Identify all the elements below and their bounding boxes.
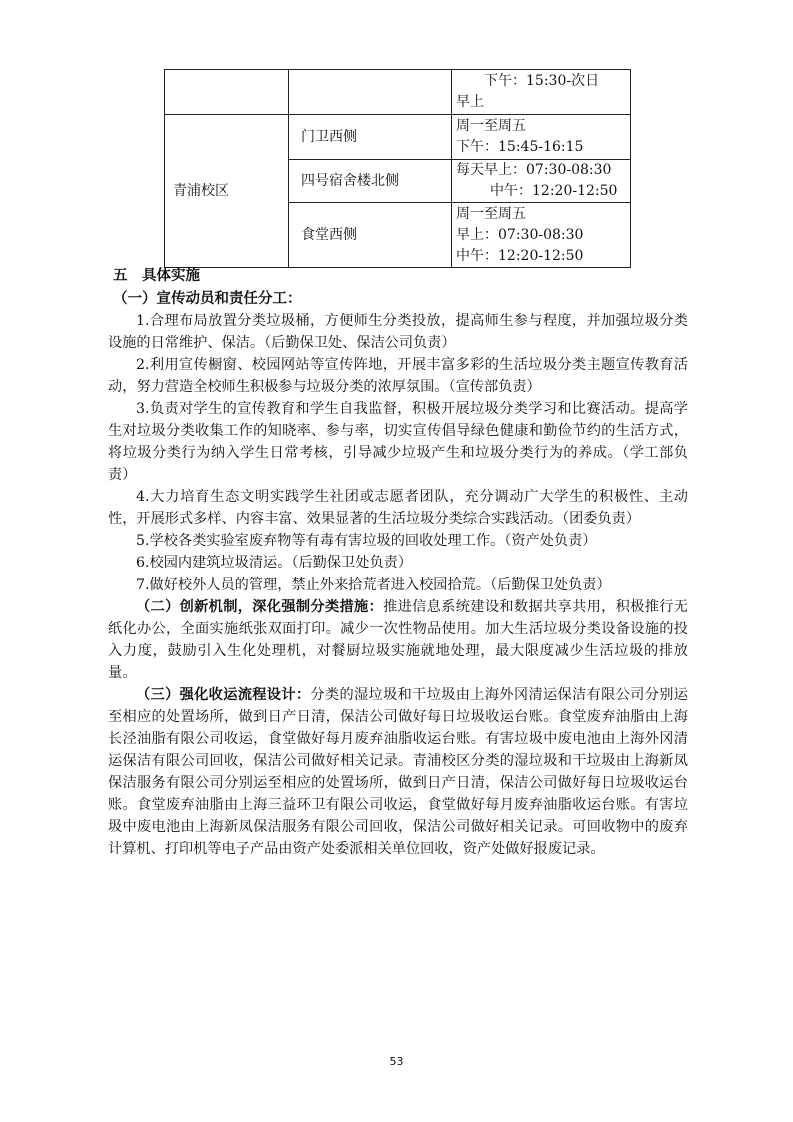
time-line: 下午：15:45-16:15 [456, 139, 584, 155]
collection-schedule-table [164, 69, 631, 268]
table-row [165, 70, 631, 115]
paragraph-body: 推进信息系统建设和数据共享共用，积极推行无纸化办公，全面实施纸张双面打印。减少一次性物品使用。加大生活垃圾分类设备设施的投入力度，鼓励引入生化处理机，对餐厨垃圾实施就地处理，最大限度减少生活垃圾的排放量。 [108, 599, 688, 681]
section-heading: 五 具体实施 [113, 267, 200, 284]
list-item: 1.合理布局放置分类垃圾桶，方便师生分类投放，提高师生参与程度，并加强垃圾分类设施的日常维护、保洁。（后勤保卫处、保洁公司负责） [108, 313, 688, 351]
location-cell: 食堂西侧 [289, 203, 452, 268]
list-item: 5.学校各类实验室废弃物等有毒有害垃圾的回收处理工作。（资产处负责） [136, 533, 597, 549]
time-line: 早上 [456, 94, 484, 110]
location-cell: 四号宿舍楼北侧 [289, 160, 452, 203]
subsection-heading: （一）宣传动员和责任分工： [113, 290, 302, 307]
page-number: 53 [389, 1055, 404, 1068]
time-cell [452, 160, 631, 203]
list-item: 4.大力培育生态文明实践学生社团或志愿者团队，充分调动广大学生的积极性、主动性，开展形式多样、内容丰富、效果显著的生活垃圾分类综合实践活动。（团委负责） [108, 489, 688, 527]
location-cell [289, 70, 452, 115]
time-cell [452, 70, 631, 115]
list-item: 6.校园内建筑垃圾清运。（后勤保卫处负责） [136, 555, 413, 571]
time-line: 周一至周五 [456, 205, 526, 222]
time-line: 周一至周五 [456, 118, 526, 134]
subsection-heading: （二）创新机制，深化强制分类措施： [136, 599, 384, 615]
list-item: 3.负责对学生的宣传教育和学生自我监督，积极开展垃圾分类学习和比赛活动。提高学生对垃圾分类收集工作的知晓率、参与率，切实宣传倡导绿色健康和勤俭节约的生活方式，将垃圾分类行为纳入学生日常考核，引导减少垃圾产生和垃圾分类行为的养成。（学工部负责） [108, 401, 688, 483]
time-line: 每天早上：07:30-08:30 [456, 162, 612, 178]
paragraph [108, 684, 688, 860]
subsection-heading: （三）强化收运流程设计： [136, 687, 311, 703]
list-item: 7.做好校外人员的管理，禁止外来拾荒者进入校园拾荒。（后勤保卫处负责） [136, 577, 611, 593]
campus-cell: 青浦校区 [165, 115, 289, 268]
time-cell [452, 115, 631, 160]
responsibility-list [108, 310, 688, 860]
list-item: 2.利用宣传橱窗、校园网站等宣传阵地，开展丰富多彩的生活垃圾分类主题宣传教育活动，努力营造全校师生积极参与垃圾分类的浓厚氛围。（宣传部负责） [108, 357, 688, 395]
time-line: 中午：12:20-12:50 [456, 247, 584, 264]
time-line: 早上：07:30-08:30 [456, 226, 584, 243]
paragraph-body: 分类的湿垃圾和干垃圾由上海外冈清运保洁有限公司分别运至相应的处置场所，做到日产日清，保洁公司做好每日垃圾收运台账。食堂废弃油脂由上海长泾油脂有限公司收运，食堂做好每月废弃油脂收运台账。有害垃圾中废电池由上海外冈清运保洁有限公司回收，保洁公司做好相关记录。青浦校区分类的湿垃圾和干垃圾由上海新凤保洁服务有限公司分别运至相应的处置场所，做到日产日清，保洁公司做好每日垃圾收运台账。食堂废弃油脂由上海三益环卫有限公司收运，食堂做好每月废弃油脂收运台账。有害垃圾中废电池由上海新凤保洁服务有限公司回收，保洁公司做好相关记录。可回收物中的废弃计算机、打印机等电子产品由资产处委派相关单位回收，资产处做好报废记录。 [108, 687, 688, 857]
time-line: 下午：15:30-次日 [484, 73, 600, 89]
time-cell [452, 203, 631, 268]
time-line: 中午：12:20-12:50 [490, 183, 618, 199]
table-row [165, 115, 631, 160]
campus-cell [165, 70, 289, 115]
location-cell: 门卫西侧 [289, 115, 452, 160]
paragraph [108, 596, 688, 684]
